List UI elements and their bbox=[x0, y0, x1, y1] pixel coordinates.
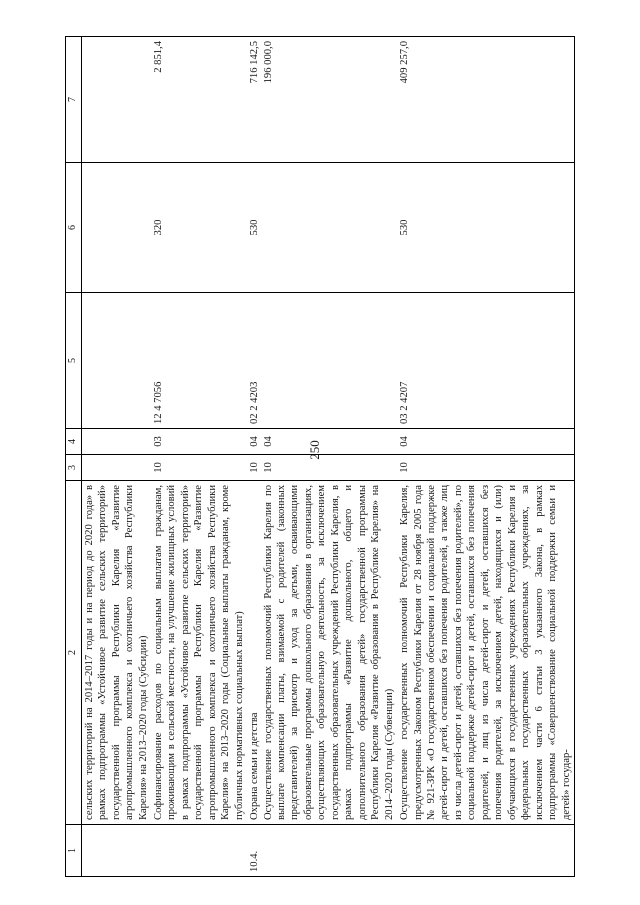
row-amount-text: 716 142,5 bbox=[249, 41, 261, 84]
row-amount: 2 851,4 bbox=[151, 37, 247, 163]
row-expense-type bbox=[247, 163, 397, 293]
table-row bbox=[81, 37, 151, 877]
row-section: 10 bbox=[151, 455, 247, 481]
table-row bbox=[397, 37, 574, 877]
row-section: 10 bbox=[397, 455, 574, 481]
header-cell: 5 bbox=[66, 293, 82, 429]
header-cell: 7 bbox=[66, 37, 82, 163]
header-cell: 6 bbox=[66, 163, 82, 293]
row-description: Софинансирование расходов по социальным выплатам гражданам, проживающим в сельской местности, на улучшение жилищных условий в рамках подпрограммы «Устойчивое развитие сельских территорий» государственной программы Республики Карелия «Развитие агропромышленного комплекса и охотничьего хозяйства Республики Карелия» на 2013–2020 годы (Социальные выплаты гражданам, кроме публичных нормативных социальных выплат) bbox=[151, 481, 247, 825]
row-amount bbox=[247, 37, 397, 163]
row-description: сельских территорий на 2014–2017 годы и на период до 2020 года» в рамках подпрограммы «Устойчивое развитие сельских территорий» государственной программы Республики Карелия «Развитие агропромышленного комплекса и охотничьего хозяйства Республики Карелия» на 2013–2020 годы (Субсидии) bbox=[81, 481, 151, 825]
row-code-text: 10.4. bbox=[249, 850, 261, 872]
row-expense-type: 320 bbox=[151, 163, 247, 293]
page-number: 250 bbox=[307, 440, 322, 460]
row-amount: 409 257,0 bbox=[397, 37, 574, 163]
row-amount-text: 196 000,0 bbox=[262, 41, 274, 84]
row-amount bbox=[81, 37, 151, 163]
budget-table bbox=[65, 36, 575, 877]
row-subsection-text: 04 bbox=[249, 436, 261, 447]
table-row bbox=[247, 37, 397, 877]
row-section bbox=[81, 455, 151, 481]
row-target-article: 12 4 7056 bbox=[151, 293, 247, 429]
header-cell: 3 bbox=[66, 455, 82, 481]
row-description-text: Охрана семьи и детства bbox=[249, 712, 261, 820]
row-subsection-text: 04 bbox=[262, 436, 274, 447]
row-expense-type bbox=[81, 163, 151, 293]
table-row bbox=[151, 37, 247, 877]
header-cell: 2 bbox=[66, 481, 82, 825]
row-expense-type-text: 530 bbox=[249, 219, 261, 236]
header-cell: 1 bbox=[66, 825, 82, 877]
row-subsection bbox=[81, 429, 151, 455]
rotated-page-content bbox=[65, 37, 620, 877]
row-target-article bbox=[81, 293, 151, 429]
row-description bbox=[247, 481, 397, 825]
row-code bbox=[247, 825, 397, 877]
row-code bbox=[151, 825, 247, 877]
row-target-article-text: 02 2 4203 bbox=[249, 381, 261, 424]
row-expense-type: 530 bbox=[397, 163, 574, 293]
table-header-row bbox=[66, 37, 82, 877]
row-description-text: Осуществление государственных полномочий Республики Карелия по выплате компенсации платы, взимаемой с родителей (законных представителей) за присмотр и уход за детьми, осваивающими образовательные программы дошкольного образования в организациях, осуществляющих образовательную деятельность, за исключением государственных образовательных учреждений Республики Карелия, в рамках подпрограммы «Развитие дошкольного, общего и дополнительного образования детей» государственной программы Республики Карелия «Развитие образования в Республике Карелия» на 2014–2020 годы (Субвенции) bbox=[262, 485, 395, 820]
row-code bbox=[397, 825, 574, 877]
row-subsection: 04 bbox=[397, 429, 574, 455]
row-section bbox=[247, 455, 397, 481]
row-subsection bbox=[247, 429, 397, 455]
row-subsection: 03 bbox=[151, 429, 247, 455]
row-target-article bbox=[247, 293, 397, 429]
row-code bbox=[81, 825, 151, 877]
row-description: Осуществление государственных полномочий Республики Карелия, предусмотренных Законом Республики Карелия от 28 ноября 2005 года № 921-ЗРК «О государственном обеспечении и социальной поддержке детей-сирот и детей, оставшихся без попечения родителей, а также лиц из числа детей-сирот и детей, оставшихся без попечения родителей», по социальной поддержке детей-сирот и детей, оставшихся без попечения родителей, и лиц из числа детей-сирот и детей, оставшихся без попечения родителей, за исключением детей, находящихся и (или) обучающихся в государственных учреждениях Республики Карелия и федеральных государственных образовательных учреждениях, за исключением части 6 статьи 3 указанного Закона, в рамках подпрограммы «Совершенствование социальной поддержки семьи и детей» государ- bbox=[397, 481, 574, 825]
row-section-text: 10 bbox=[249, 462, 261, 473]
row-section-text: 10 bbox=[262, 462, 274, 473]
header-cell: 4 bbox=[66, 429, 82, 455]
row-target-article: 03 2 4207 bbox=[397, 293, 574, 429]
